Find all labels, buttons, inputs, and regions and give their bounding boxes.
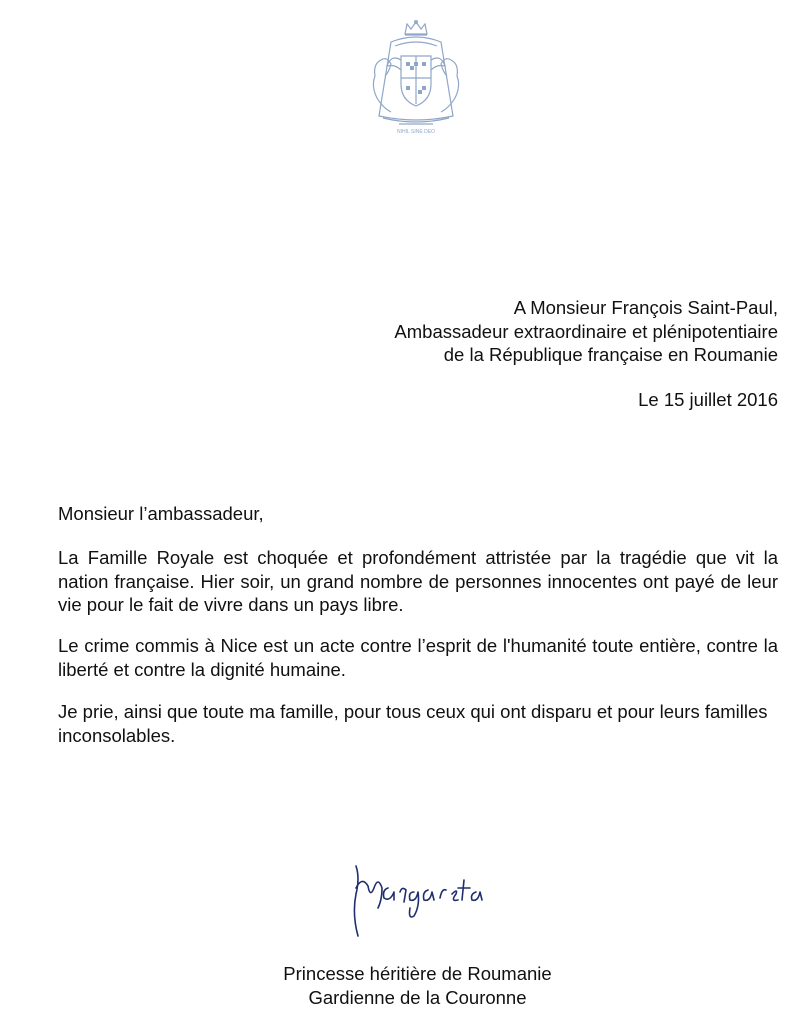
royal-coat-of-arms-icon bbox=[361, 20, 471, 138]
recipient-address bbox=[258, 296, 778, 367]
paragraph-2: Le crime commis à Nice est un acte contre l’esprit de l'humanité toute entière, contre la liberté et contre la dignité humaine. bbox=[58, 635, 778, 680]
signatory-line-2: Gardienne de la Couronne bbox=[308, 986, 527, 1008]
handwritten-signature bbox=[348, 858, 488, 940]
recipient-line-name: A Monsieur François Saint-Paul, bbox=[513, 297, 778, 318]
recipient-line-title: Ambassadeur extraordinaire et plénipotentiaire bbox=[394, 320, 778, 342]
motto-text: NIHIL SINE DEO bbox=[397, 129, 435, 135]
paragraph-3: Je prie, ainsi que toute ma famille, pour tous ceux qui ont disparu et pour leurs familles inconsolables. bbox=[58, 701, 768, 746]
letter-date: Le 15 juillet 2016 bbox=[638, 389, 778, 410]
recipient-line-country: de la République française en Roumanie bbox=[443, 344, 778, 365]
signatory-title bbox=[220, 962, 615, 1009]
signatory-line-1: Princesse héritière de Roumanie bbox=[283, 963, 552, 984]
paragraph-1: La Famille Royale est choquée et profondément attristée par la tragédie que vit la nation française. Hier soir, un grand nombre de personnes innocentes ont payé de leur vie pour le fait de vivre dans un pays libre. bbox=[58, 547, 778, 615]
salutation: Monsieur l’ambassadeur, bbox=[58, 503, 264, 524]
